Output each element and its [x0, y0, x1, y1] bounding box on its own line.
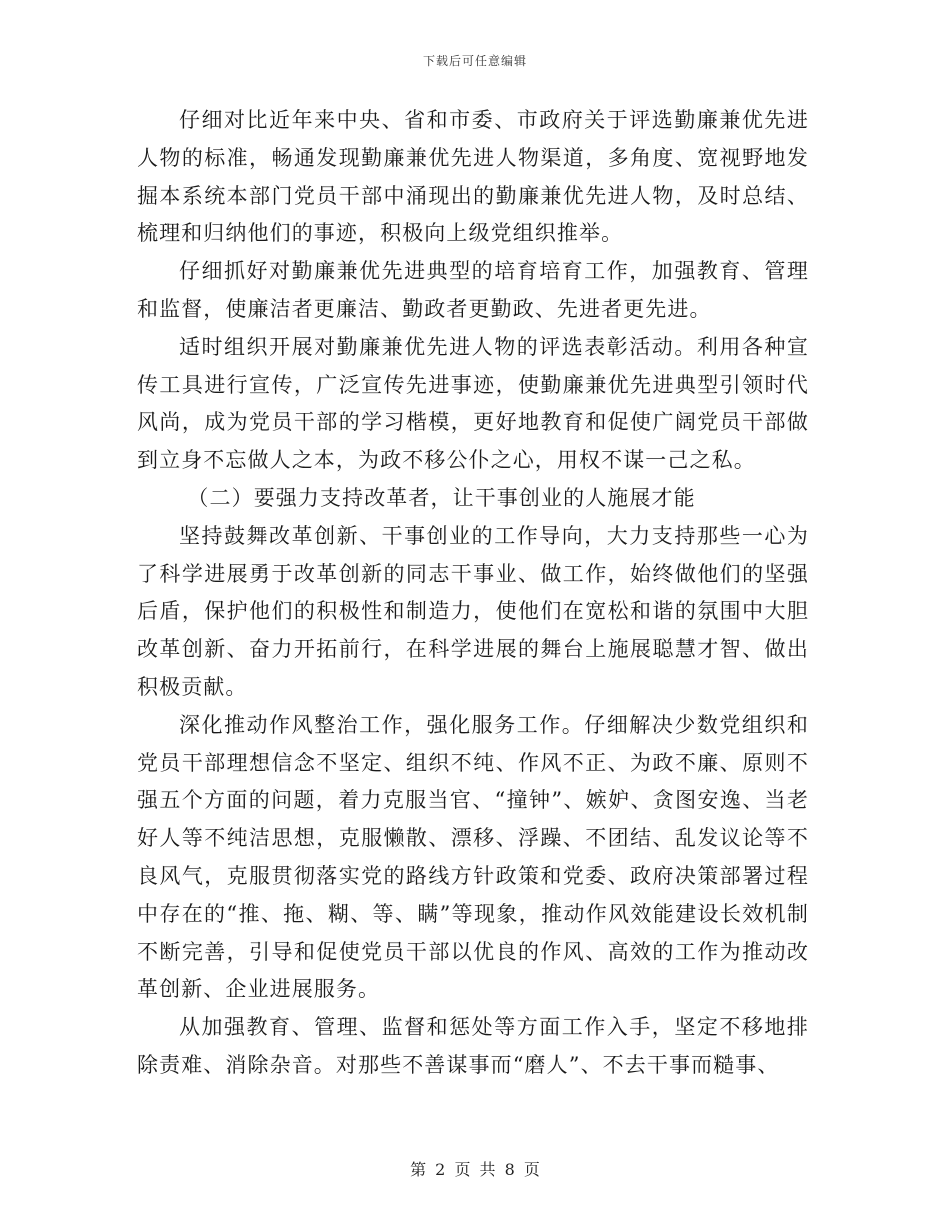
page-number-footer: 第 2 页 共 8 页: [410, 1160, 540, 1179]
page-header-note: 下载后可任意编辑: [422, 54, 527, 68]
document-body: [137, 102, 809, 1085]
section-heading: （二）要强力支持改革者，让干事创业的人施展才能: [187, 485, 696, 510]
paragraph-3: 适时组织开展对勤廉兼优先进人物的评选表彰活动。利用各种宣传工具进行宣传，广泛宣传先进事迹，使勤廉兼优先进典型引领时代风尚，成为党员干部的学习楷模，更好地教育和促使广阔党员干部做到立身不忘做人之本，为政不移公仆之心，用权不谋一己之私。: [137, 334, 809, 473]
paragraph-1: 仔细对比近年来中央、省和市委、市政府关于评选勤廉兼优先进人物的标准，畅通发现勤廉兼优先进人物渠道，多角度、宽视野地发掘本系统本部门党员干部中涌现出的勤廉兼优先进人物，及时总结、梳理和归纳他们的事迹，积极向上级党组织推举。: [137, 108, 809, 246]
paragraph-6: 从加强教育、管理、监督和惩处等方面工作入手，坚定不移地排除责难、消除杂音。对那些不善谋事而“磨人”、不去干事而糙事、: [137, 1015, 809, 1077]
paragraph-5: 深化推动作风整治工作，强化服务工作。仔细解决少数党组织和党员干部理想信念不坚定、组织不纯、作风不正、为政不廉、原则不强五个方面的问题，着力克服当官、“撞钟”、嫉妒、贪图安逸、当老好人等不纯洁思想，克服懒散、漂移、浮躁、不团结、乱发议论等不良风气，克服贯彻落实党的路线方针政策和党委、政府决策部署过程中存在的“推、拖、糊、等、瞒”等现象，推动作风效能建设长效机制不断完善，引导和促使党员干部以优良的作风、高效的工作为推动改革创新、企业进展服务。: [137, 712, 809, 1002]
paragraph-4: 坚持鼓舞改革创新、干事创业的工作导向，大力支持那些一心为了科学进展勇于改革创新的同志干事业、做工作，始终做他们的坚强后盾，保护他们的积极性和制造力，使他们在宽松和谐的氛围中大胆改革创新、奋力开拓前行，在科学进展的舞台上施展聪慧才智、做出积极贡献。: [137, 523, 809, 699]
paragraph-2: 仔细抓好对勤廉兼优先进典型的培育培育工作，加强教育、管理和监督，使廉洁者更廉洁、勤政者更勤政、先进者更先进。: [137, 259, 809, 321]
